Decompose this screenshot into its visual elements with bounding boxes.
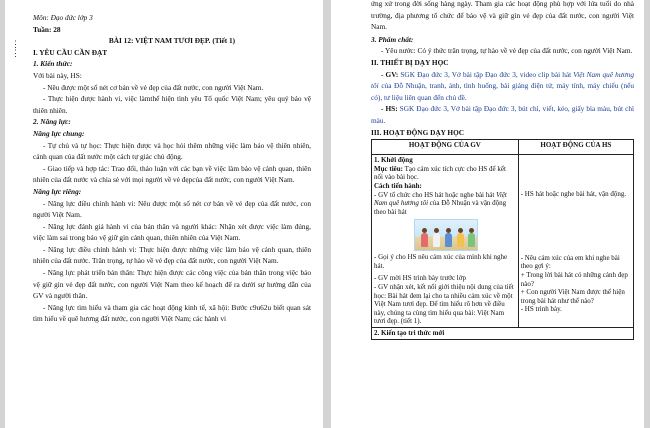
gv-label: - GV: — [381, 69, 399, 79]
week-line: Tuần: 28 — [33, 24, 61, 34]
step-text: của Đỗ Nhuận và vận động theo bài hát — [374, 199, 507, 216]
cell-text: - Nêu cảm xúc của em khi nghe bài theo gợi ý: — [520, 253, 620, 271]
table-row — [372, 155, 634, 328]
subsection-heading: 3. Phẩm chất: — [371, 34, 414, 44]
document-page-left — [5, 0, 323, 428]
header-hs: HOẠT ĐỘNG CỦA HS — [518, 140, 633, 155]
page-left-content — [33, 12, 311, 325]
activity-table — [371, 139, 634, 340]
paragraph: - Năng lực phát triển bản thân: Thực hiện được các công việc của bản thân trong việc bảo vệ giữ gìn vẻ đẹp đất nước, con người Việt Nam theo kế hoạch để ra dưới sự hướng dẫn của GV và người thân. — [33, 268, 311, 301]
child-figure — [457, 233, 464, 247]
cell-text: - GV mời HS trình bày trước lớp — [374, 274, 466, 283]
child-figure — [421, 233, 428, 247]
song-title: Việt Nam quê hương tôi — [371, 69, 634, 91]
paragraph: - Yêu nước: Có ý thức trân trọng, tự hào về vẻ đẹp của đất nước, con người Việt Nam. — [381, 46, 633, 56]
song-title: Việt Nam quê hương tôi — [374, 190, 507, 208]
subject-line: Môn: Đạo đức lớp 3 — [33, 13, 93, 22]
cell-text: + Trong lời bài hát có những cảnh đẹp nào? — [520, 270, 628, 288]
paragraph: - Năng lực tìm hiểu và tham gia các hoạt động kinh tế, xã hội: Bước c9u62u biết quan sát tìm hiểu về quê hương đất nước, con người Việt Nam; các hành vi — [33, 302, 311, 324]
paragraph-text: SGK Đạo đức 3, Vở bài tập Đạo đức 3, video clip bài hát — [398, 69, 574, 79]
subsection-heading: Năng lực riêng: — [33, 186, 82, 196]
paragraph-text: của Đỗ Nhuận, tranh, ảnh, tình huống, bài giảng điện tử, máy tính, máy chiếu (nếu có), tư liệu liên quan đến chủ đề. — [371, 81, 634, 102]
text-boundary-marker: ⋮ ⋮ — [11, 39, 20, 58]
cell-heading: 1. Khởi động — [374, 156, 413, 165]
cell-heading: Cách tiến hành: — [374, 181, 422, 190]
paragraph: - Năng lực điều chỉnh hành vi: Thực hiện được những việc làm bảo vệ cảnh quan, thiên nhiên của đất nước. Trân trọng, tự hào về vẻ đẹp của đất nước, con người Việt Nam. — [33, 244, 311, 266]
table-row — [372, 328, 634, 340]
paragraph — [371, 69, 634, 104]
cell-text: - HS hát hoặc nghe bài hát, vận động. — [520, 190, 627, 199]
cell-text: - GV nhận xét, kết nối giới thiệu nội dung của tiết học: Bài hát đem lại cho ta nhiều cảm xúc về một Việt Nam tươi đẹp. Để tìm hiểu rõ hơn về điều này, chúng ta cùng tìm hiểu qua bài: Việt Nam tươi đẹp. (tiết 1). — [374, 283, 514, 326]
table-header-row — [372, 140, 634, 155]
child-figure — [433, 233, 440, 247]
subsection-heading: Năng lực chung: — [33, 128, 85, 138]
child-figure — [445, 233, 452, 247]
lesson-title: BÀI 12: VIỆT NAM TƯƠI ĐẸP. (Tiết 1) — [108, 36, 236, 46]
paragraph: Với bài này, HS: — [33, 70, 82, 80]
cell-heading: 2. Kiến tạo tri thức mới — [372, 328, 634, 340]
subsection-heading: 1. Kiến thức: — [33, 59, 73, 69]
step-text: - GV tổ chức cho HS hát hoặc nghe bài hát — [374, 190, 497, 199]
cell-text: - HS trình bày. — [520, 305, 562, 314]
hs-label: - HS: — [381, 104, 398, 114]
cell-text: + Con người Việt Nam được thể hiện trong bài hát như thế nào? — [520, 288, 625, 305]
cell-hs — [518, 155, 633, 328]
cell-text — [374, 165, 516, 182]
paragraph: - Giao tiếp và hợp tác: Trao đổi, thảo luận với các bạn về việc làm bảo vệ cảnh quan, thiên nhiên của đất nước và chia sẻ với mọi người về vẻ đẹpcủa đất nước, con người Việt Nam. — [33, 163, 311, 185]
cell-text: - Gọi ý cho HS nêu cảm xúc của mình khi nghe hát. — [374, 253, 508, 270]
page-right-content — [371, 0, 634, 340]
paragraph: - Năng lực đánh giá hành vi của bản thân và người khác: Nhận xét được việc làm đúng, việc làm sai trong bảo vệ giữ gìn cảnh quan, thiên nhiên của Việt Nam. — [33, 221, 311, 243]
objective-text: Tạo cảm xúc tích cực cho HS để kết nối vào bài học. — [374, 164, 506, 182]
child-figure — [468, 233, 475, 247]
section-heading: II. THIẾT BỊ DẠY HỌC — [371, 57, 449, 67]
section-heading: III. HOẠT ĐỘNG DẠY HỌC — [371, 127, 465, 137]
cell-gv — [372, 155, 519, 328]
document-page-right — [331, 0, 644, 428]
children-singing-image — [414, 219, 478, 251]
paragraph: - Thực hiện được hành vi, việc làmthể hiện tình yêu Tổ quốc Việt Nam; yêu quý bảo vệ thiên nhiên. — [33, 94, 311, 115]
paragraph: ứng xử trong đời sống hàng ngày. Tham gia các hoạt động phù hợp với lứa tuổi do nhà trường, địa phương tổ chức để bảo vệ và giữ gìn vẻ đẹp của đất nước, con người Việt Nam. — [371, 0, 634, 32]
paragraph-text: SGK Đạo đức 3, Vở bài tập Đạo đức 3, bút chì, viết, kéo, giấy bìa màu, bút chì màu. — [371, 104, 634, 125]
paragraph: - Tự chủ và tự học: Thực hiện được và học hỏi thêm những việc làm bảo vệ thiên nhiên, cảnh quan của đất nước một cách tự giác chủ động. — [33, 140, 311, 162]
section-heading: I. YÊU CẦU CẦN ĐẠT — [33, 47, 108, 57]
cell-text — [374, 191, 516, 217]
subsection-heading: 2. Năng lực: — [33, 117, 71, 127]
paragraph: - Năng lực điều chỉnh hành vi: Nêu được một số nét cơ bản về vẻ đẹp của đất nước, con người Việt Nam. — [33, 198, 311, 220]
objective-label: Mục tiêu: — [374, 164, 403, 173]
header-gv: HOẠT ĐỘNG CỦA GV — [372, 140, 519, 155]
paragraph: - Nêu được một số nét cơ bản về vẻ đẹp của đất nước, con người Việt Nam. — [43, 82, 264, 92]
paragraph — [371, 103, 634, 126]
